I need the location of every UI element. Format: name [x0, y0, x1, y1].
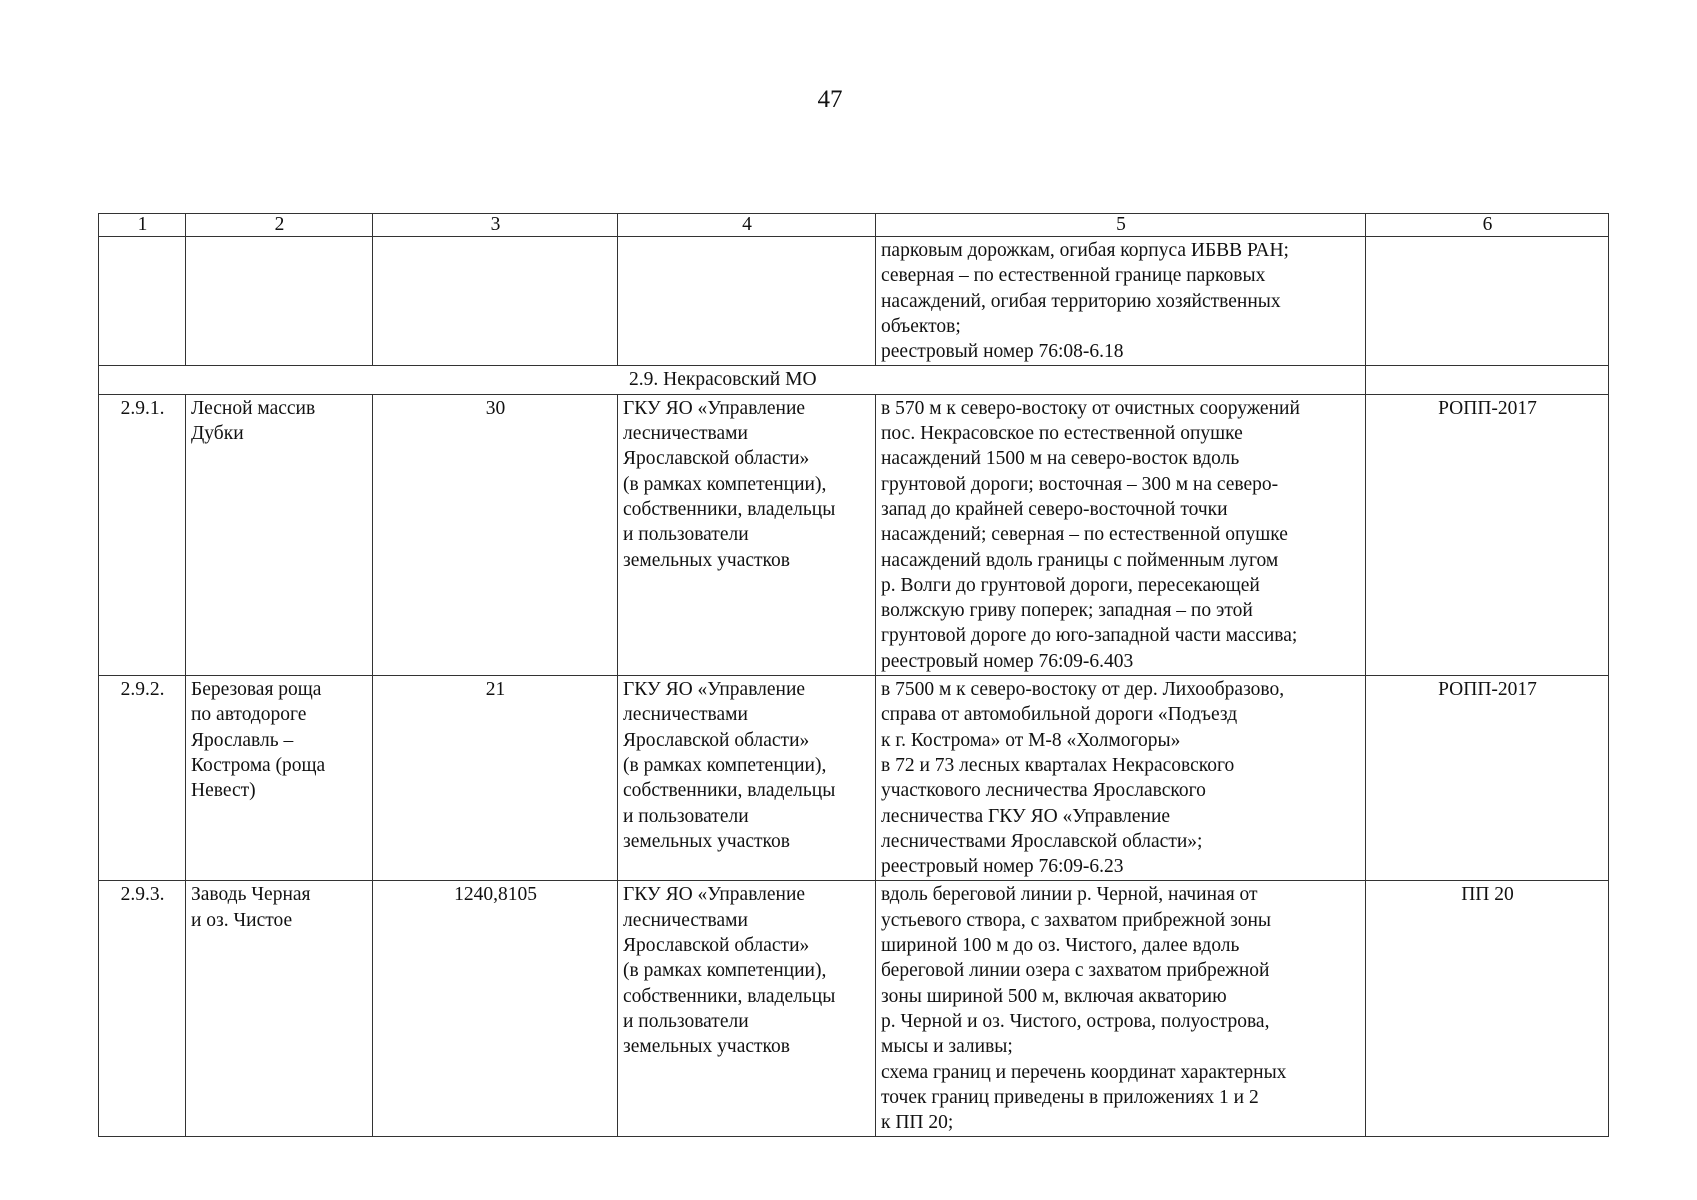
- empty-cell: [618, 237, 876, 366]
- table-row: [99, 676, 1609, 881]
- org-line: (в рамках компетенции),: [623, 754, 827, 776]
- description-line: лесничества ГКУ ЯО «Управление: [881, 805, 1171, 827]
- description-line: лесничествами Ярославской области»;: [881, 830, 1203, 852]
- description-line: северная – по естественной границе парковых: [881, 265, 1266, 287]
- description-line: точек границ приведены в приложениях 1 и 2: [881, 1086, 1259, 1108]
- boundary-description: [876, 676, 1366, 881]
- table-row: [99, 881, 1609, 1137]
- row-number: 2.9.2.: [99, 676, 186, 881]
- name-line: по автодороге: [191, 704, 307, 726]
- continuation-row: [99, 237, 1609, 366]
- org-line: Ярославской области»: [623, 935, 810, 957]
- name-line: Невест): [191, 780, 256, 802]
- description-line: устьевого створа, с захватом прибрежной зоны: [881, 909, 1271, 931]
- col-header-1: 1: [99, 214, 186, 237]
- description-line: р. Волги до грунтовой дороги, пересекающей: [881, 574, 1260, 596]
- org-line: земельных участков: [623, 1036, 790, 1058]
- description-line: справа от автомобильной дороги «Подъезд: [881, 704, 1238, 726]
- description-line: схема границ и перечень координат характерных: [881, 1061, 1287, 1083]
- table-row: [99, 394, 1609, 675]
- col-header-2: 2: [186, 214, 373, 237]
- organization: [618, 676, 876, 881]
- legal-basis: РОПП-2017: [1366, 676, 1609, 881]
- org-line: Ярославской области»: [623, 448, 810, 470]
- org-line: Ярославской области»: [623, 729, 810, 751]
- organization: [618, 394, 876, 675]
- description-line: к ПП 20;: [881, 1112, 954, 1134]
- organization: [618, 881, 876, 1137]
- description-line: насаждений 1500 м на северо-восток вдоль: [881, 448, 1240, 470]
- description-line: волжскую гриву поперек; западная – по этой: [881, 600, 1253, 622]
- object-name: [186, 676, 373, 881]
- row-number: 2.9.1.: [99, 394, 186, 675]
- object-name: [186, 394, 373, 675]
- name-line: Дубки: [191, 423, 244, 445]
- description-line: зоны шириной 500 м, включая акваторию: [881, 985, 1227, 1007]
- empty-cell: [1366, 237, 1609, 366]
- page-number: 47: [817, 86, 843, 113]
- org-line: и пользователи: [623, 805, 749, 827]
- area-value: 30: [373, 394, 618, 675]
- name-line: Ярославль –: [191, 729, 294, 751]
- legal-basis: ПП 20: [1366, 881, 1609, 1137]
- description-line: береговой линии озера с захватом прибрежной: [881, 960, 1270, 982]
- description-line: р. Черной и оз. Чистого, острова, полуострова,: [881, 1010, 1270, 1032]
- description-line: насаждений, огибая территорию хозяйственных: [881, 290, 1281, 312]
- col-header-4: 4: [618, 214, 876, 237]
- name-line: и оз. Чистое: [191, 909, 293, 931]
- legal-basis: РОПП-2017: [1366, 394, 1609, 675]
- org-line: собственники, владельцы: [623, 780, 836, 802]
- org-line: (в рамках компетенции),: [623, 473, 827, 495]
- description-line: в 7500 м к северо-востоку от дер. Лихообразово,: [881, 679, 1285, 701]
- empty-cell: [373, 237, 618, 366]
- description-line: запад до крайней северо-восточной точки: [881, 498, 1228, 520]
- name-line: Березовая роща: [191, 679, 322, 701]
- empty-cell: [186, 237, 373, 366]
- protected-areas-table: [98, 213, 1609, 1137]
- description-line: участкового лесничества Ярославского: [881, 780, 1206, 802]
- empty-cell: [99, 237, 186, 366]
- description-line: в 570 м к северо-востоку от очистных сооружений: [881, 397, 1300, 419]
- org-line: и пользователи: [623, 524, 749, 546]
- description-line: к г. Кострома» от М-8 «Холмогоры»: [881, 729, 1181, 751]
- org-line: собственники, владельцы: [623, 498, 836, 520]
- row-number: 2.9.3.: [99, 881, 186, 1137]
- description-line: пос. Некрасовское по естественной опушке: [881, 423, 1243, 445]
- org-line: земельных участков: [623, 830, 790, 852]
- name-line: Заводь Черная: [191, 884, 311, 906]
- section-cell: [99, 366, 1366, 394]
- org-line: собственники, владельцы: [623, 985, 836, 1007]
- org-line: (в рамках компетенции),: [623, 960, 827, 982]
- description-line: реестровый номер 76:09-6.23: [881, 856, 1124, 878]
- boundary-description: [876, 881, 1366, 1137]
- org-line: и пользователи: [623, 1010, 749, 1032]
- description-line: в 72 и 73 лесных кварталах Некрасовского: [881, 754, 1235, 776]
- description-line: насаждений; северная – по естественной опушке: [881, 524, 1288, 546]
- area-value: 21: [373, 676, 618, 881]
- description-cell: [876, 237, 1366, 366]
- section-title: 2.9. Некрасовский МО: [629, 369, 817, 391]
- org-line: лесничествами: [623, 909, 748, 931]
- description-line: шириной 100 м до оз. Чистого, далее вдоль: [881, 935, 1240, 957]
- description-line: мысы и заливы;: [881, 1036, 1013, 1058]
- name-line: Кострома (роща: [191, 754, 326, 776]
- column-number-row: [99, 214, 1609, 237]
- description-line: вдоль береговой линии р. Черной, начиная от: [881, 884, 1258, 906]
- description-line: объектов;: [881, 315, 961, 337]
- org-line: ГКУ ЯО «Управление: [623, 397, 806, 419]
- org-line: ГКУ ЯО «Управление: [623, 884, 806, 906]
- object-name: [186, 881, 373, 1137]
- name-line: Лесной массив: [191, 397, 316, 419]
- empty-cell: [1366, 366, 1609, 394]
- org-line: земельных участков: [623, 549, 790, 571]
- description-line: парковым дорожкам, огибая корпуса ИБВВ РАН;: [881, 240, 1289, 261]
- section-row: [99, 366, 1609, 394]
- col-header-6: 6: [1366, 214, 1609, 237]
- org-line: лесничествами: [623, 423, 748, 445]
- description-line: грунтовой дороги; восточная – 300 м на северо-: [881, 473, 1279, 495]
- description-line: реестровый номер 76:08-6.18: [881, 341, 1124, 363]
- org-line: ГКУ ЯО «Управление: [623, 679, 806, 701]
- description-line: реестровый номер 76:09-6.403: [881, 650, 1134, 672]
- description-line: насаждений вдоль границы с пойменным лугом: [881, 549, 1279, 571]
- col-header-5: 5: [876, 214, 1366, 237]
- area-value: 1240,8105: [373, 881, 618, 1137]
- boundary-description: [876, 394, 1366, 675]
- org-line: лесничествами: [623, 704, 748, 726]
- description-line: грунтовой дороге до юго-западной части массива;: [881, 625, 1298, 647]
- col-header-3: 3: [373, 214, 618, 237]
